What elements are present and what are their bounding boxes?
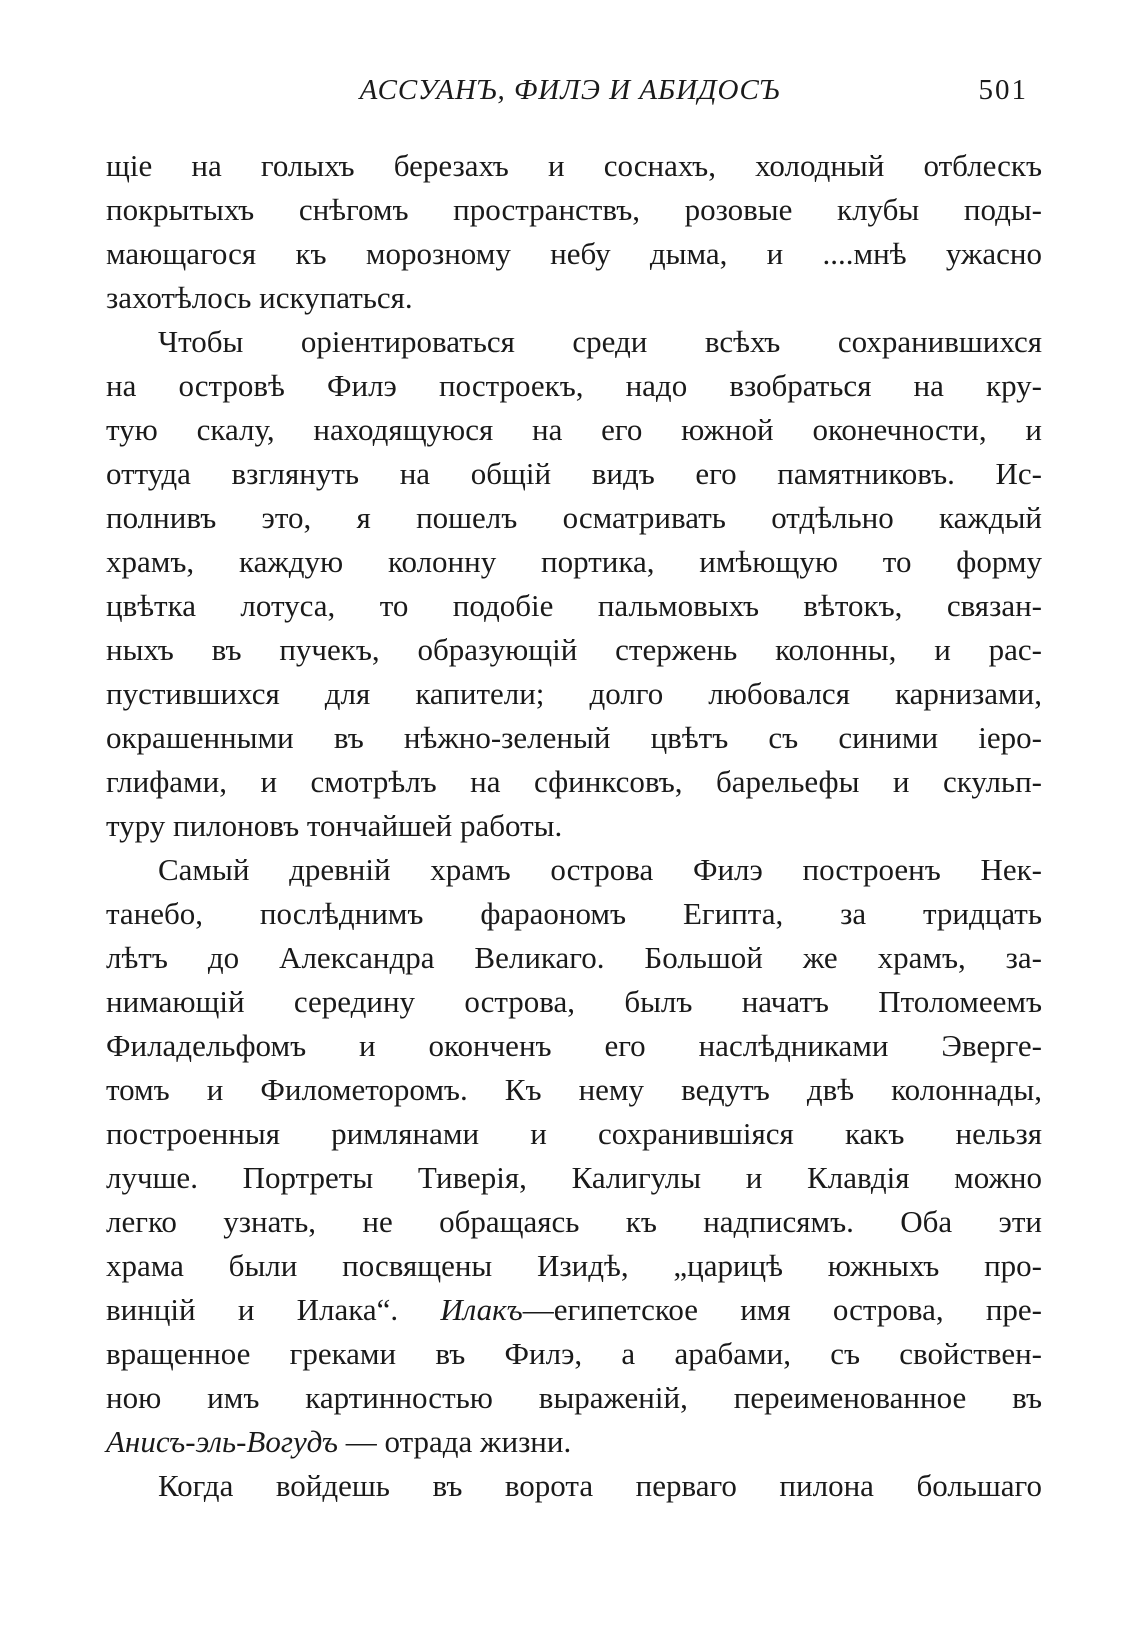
text-line: ныхъ въ пучекъ, образующій стержень колонны, и рас-	[106, 632, 1042, 667]
text-line: на островѣ Филэ построекъ, надо взобраться на кру-	[106, 368, 1042, 403]
text-line: Филадельфомъ и оконченъ его наслѣдниками Эверге-	[106, 1028, 1042, 1063]
text-line: щіе на голыхъ березахъ и соснахъ, холодный отблескъ	[106, 148, 1042, 183]
text-line: томъ и Филометоромъ. Къ нему ведутъ двѣ колоннады,	[106, 1072, 1042, 1107]
text-line: туру пилоновъ тончайшей работы.	[106, 808, 563, 843]
text-line: ною имъ картинностью выраженій, переименованное въ	[106, 1380, 1042, 1415]
text-line: цвѣтка лотуса, то подобіе пальмовыхъ вѣтокъ, связан-	[106, 588, 1042, 623]
italic-term: Анисъ-эль-Вогудъ	[106, 1424, 338, 1459]
text-line-mixed	[106, 1420, 1042, 1464]
text-segment: винцій и Илака“.	[106, 1292, 441, 1327]
text-line: окрашенными въ нѣжно-зеленый цвѣтъ съ синими іеро-	[106, 720, 1042, 755]
text-line: Самый древній храмъ острова Филэ построенъ Нек-	[158, 852, 1042, 887]
text-line: танебо, послѣднимъ фараономъ Египта, за тридцать	[106, 896, 1042, 931]
text-line: Чтобы оріентироваться среди всѣхъ сохранившихся	[158, 324, 1042, 359]
text-line: лучше. Портреты Тиверія, Калигулы и Клавдія можно	[106, 1160, 1042, 1195]
text-line: покрытыхъ снѣгомъ пространствъ, розовые клубы поды-	[106, 192, 1042, 227]
text-line: нимающій середину острова, былъ начатъ Птоломеемъ	[106, 984, 1042, 1019]
text-line: Когда войдешь въ ворота перваго пилона большаго	[158, 1468, 1042, 1503]
text-line-mixed	[106, 1288, 1042, 1332]
page-header	[0, 74, 1140, 114]
text-line: глифами, и смотрѣлъ на сфинксовъ, барельефы и скульп-	[106, 764, 1042, 799]
text-line: тую скалу, находящуюся на его южной оконечности, и	[106, 412, 1042, 447]
text-line: вращенное греками въ Филэ, а арабами, съ свойствен-	[106, 1336, 1042, 1371]
text-line: построенныя римлянами и сохранившіяся какъ нельзя	[106, 1116, 1042, 1151]
running-title: АССУАНЪ, ФИЛЭ И АБИДОСЪ	[359, 74, 781, 106]
body-text	[106, 144, 1042, 1508]
text-line: легко узнать, не обращаясь къ надписямъ. Оба эти	[106, 1204, 1042, 1239]
text-line: пустившихся для капители; долго любовался карнизами,	[106, 676, 1042, 711]
text-line: храмъ, каждую колонну портика, имѣющую то форму	[106, 544, 1042, 579]
text-line: оттуда взглянуть на общій видъ его памятниковъ. Ис-	[106, 456, 1042, 491]
text-line: полнивъ это, я пошелъ осматривать отдѣльно каждый	[106, 500, 1042, 535]
text-segment: —египетское имя острова, пре-	[522, 1292, 1042, 1327]
text-segment: — отрада жизни.	[338, 1424, 572, 1459]
page-number: 501	[978, 74, 1028, 106]
text-line: мающагося къ морозному небу дыма, и ....мнѣ ужасно	[106, 236, 1042, 271]
italic-term: Илакъ	[440, 1292, 523, 1327]
text-line: захотѣлось искупаться.	[106, 280, 413, 315]
text-line: храма были посвящены Изидѣ, „царицѣ южныхъ про-	[106, 1248, 1042, 1283]
text-line: лѣтъ до Александра Великаго. Большой же храмъ, за-	[106, 940, 1042, 975]
